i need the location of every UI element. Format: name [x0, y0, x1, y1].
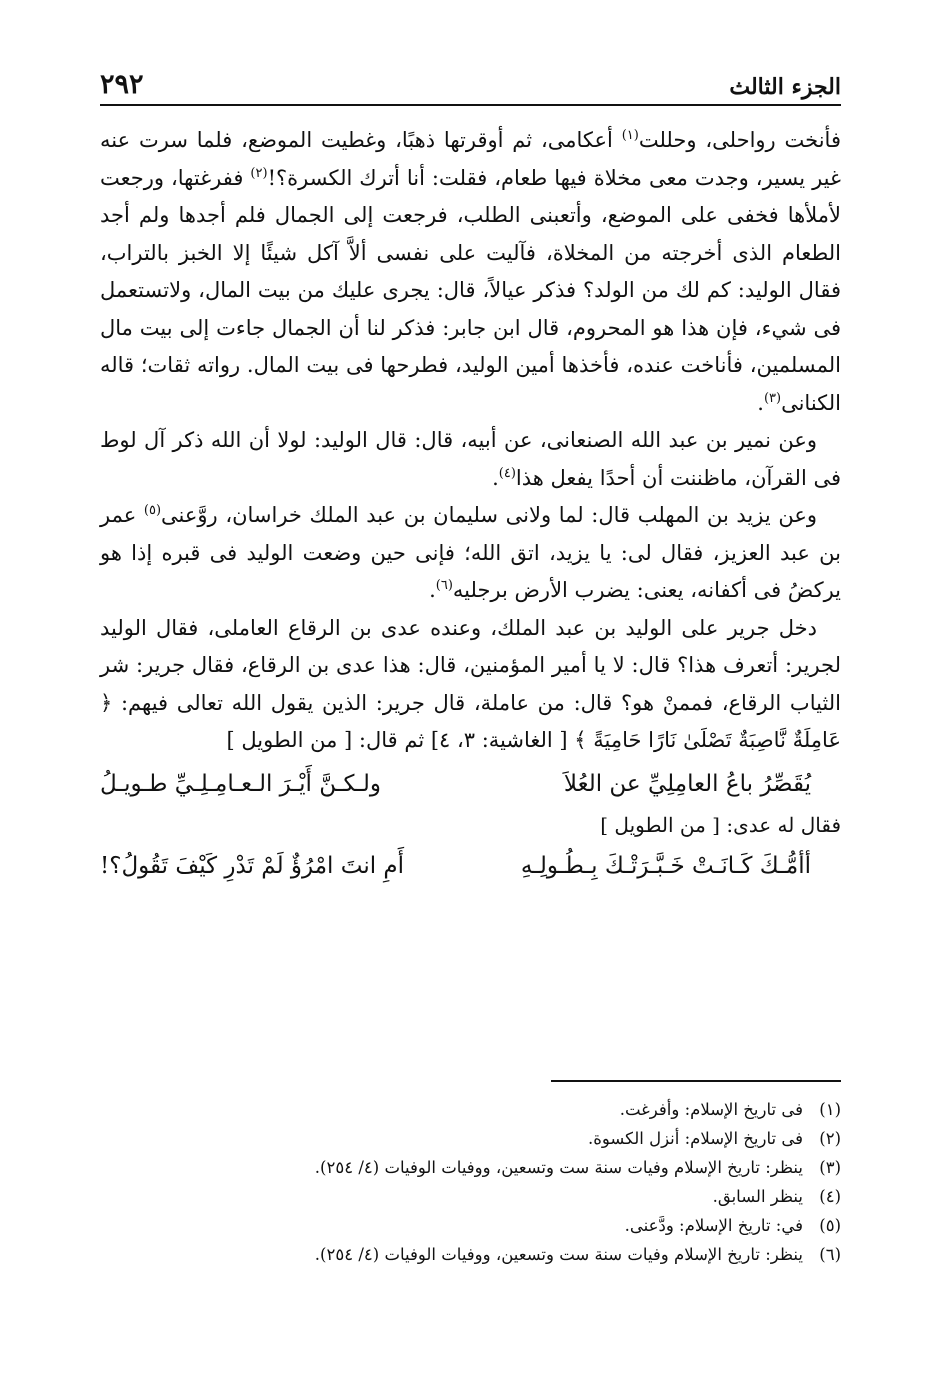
footnote-number: (٤)	[819, 1187, 841, 1206]
footnote-number: (٥)	[819, 1216, 841, 1235]
footnote-text: ينظر: تاريخ الإسلام وفيات سنة ست وتسعين، ووفيات الوفيات (٤/ ٢٥٤).	[314, 1158, 803, 1177]
verse-intro: فقال له عدى: [ من الطويل ]	[600, 812, 841, 837]
footnote	[100, 1240, 841, 1269]
footnote-number: (٣)	[819, 1158, 841, 1177]
footnote-marker: (٣)	[763, 390, 782, 406]
poetry-verse-1	[100, 760, 841, 808]
poetry-verse-2	[100, 842, 841, 890]
page-header	[100, 56, 841, 100]
text-run: .	[429, 578, 436, 602]
text-run: .	[492, 465, 499, 490]
footnote-text: ينظر السابق.	[712, 1187, 803, 1206]
text-run: عمر بن عبد العزيز، فقال لى: يا يزيد، اتق الله؛ فإنى حين وضعت الوليد فى قبره إذا هو يركضُ فى أكفانه، يعنى: يضرب الأرض برجليه	[100, 503, 841, 602]
footnote-marker: (٥)	[143, 503, 162, 518]
footnote-marker: (٢)	[250, 165, 268, 181]
footnote-divider	[551, 1080, 841, 1082]
footnote-marker: (٦)	[435, 578, 453, 593]
header-divider	[100, 104, 841, 106]
footnote	[100, 1124, 841, 1153]
paragraph	[100, 122, 841, 422]
verse-hemistich-second: أَمِ انتَ امْرُؤٌ لَمْ تَدْرِ كَيْفَ تَقُولُ؟!	[100, 852, 405, 879]
text-run: فأنخت رواحلى، وحللت	[638, 128, 841, 152]
verse-hemistich-second: ولـكـنَّ أَيْـرَ الـعـامِـلِـيِّ طـويـلُ	[100, 770, 381, 797]
main-text	[100, 122, 841, 890]
footnote-number: (١)	[819, 1100, 841, 1119]
footnote-number: (٦)	[819, 1245, 841, 1264]
text-run: .	[757, 390, 764, 415]
page-number: ٢٩٢	[100, 69, 144, 100]
paragraph	[100, 610, 841, 760]
text-run: دخل جرير على الوليد بن عبد الملك، وعنده عدى بن الرقاع العاملى، فقال الوليد لجرير: أتعرف هذا؟ قال: لا يا أمير المؤمنين، قال: هذا عدى بن الرقاع، فقال جرير: شر الثياب الرقاع، فممنْ هو؟ قال: من عاملة، قال جرير: الذين يقول الله تعالى فيهم: ﴿ عَامِلَةٌ نَّاصِبَةٌ تَصْلَىٰ نَارًا حَامِيَةً ﴾ [ الغاشية: ٣، ٤] ثم قال: [ من الطويل ]	[100, 615, 841, 752]
verse-hemistich-first: يُقَصِّرُ باعُ العامِلِيِّ عن العُلاَ	[563, 770, 811, 797]
verse-hemistich-first: أأمُّـكَ كَـانَـتْ خَـبَّـرَتْـكَ بِـطُـولِـهِ	[520, 852, 811, 879]
footnote-text: فى تاريخ الإسلام: وأفرغت.	[619, 1100, 803, 1119]
footnote-marker: (١)	[621, 128, 639, 143]
paragraph	[100, 497, 841, 610]
text-run: أعكامى، ثم أوقرتها ذهبًا، وغطيت الموضع، فلما سرت عنه غير يسير، وجدت معى مخلاة فيها طعام، فقلت: أنا أترك الكسرة؟!	[100, 128, 841, 190]
footnotes	[100, 1095, 841, 1269]
footnote-number: (٢)	[819, 1129, 841, 1148]
footnote	[100, 1095, 841, 1124]
text-run: وعن نمير بن عبد الله الصنعانى، عن أبيه، قال: قال الوليد: لولا أن الله ذكر آل لوط فى القرآن، ماظننت أن أحدًا يفعل هذا	[100, 428, 841, 490]
footnote-text: في: تاريخ الإسلام: ودَّعنى.	[624, 1216, 803, 1235]
footnote-marker: (٤)	[498, 465, 516, 481]
footnote	[100, 1153, 841, 1182]
footnote-text: ينظر: تاريخ الإسلام وفيات سنة ست وتسعين، ووفيات الوفيات (٤/ ٢٥٤).	[314, 1245, 803, 1264]
text-run: وعن يزيد بن المهلب قال: لما ولانى سليمان بن عبد الملك خراسان، روَّعنى	[161, 503, 817, 527]
text-run: ففرغتها، ورجعت لأملأها فخفى على الموضع، وأتعبنى الطلب، فرجعت إلى الجمال فلم أجدها ولم أجد الطعام الذى أخرجته من المخلاة، فآليت على نفسى ألاَّ آكل شيئًا إلا الخبز بالتراب، فقال الوليد: كم لك من الولد؟ فذكر عيالاً، قال: يجرى عليك من بيت المال، ولاتستعمل فى شيء، فإن هذا هو المحروم، قال ابن جابر: فذكر لنا أن الجمال جاءت إلى بيت مال المسلمين، فأناخت عنده، فأخذها أمين الوليد، فطرحها فى بيت المال. رواته ثقات؛ قاله الكنانى	[100, 165, 841, 415]
paragraph	[100, 422, 841, 497]
footnote	[100, 1211, 841, 1240]
footnote-text: فى تاريخ الإسلام: أنزل الكسوة.	[587, 1129, 803, 1148]
running-title: الجزء الثالث	[729, 74, 841, 100]
footnote	[100, 1182, 841, 1211]
